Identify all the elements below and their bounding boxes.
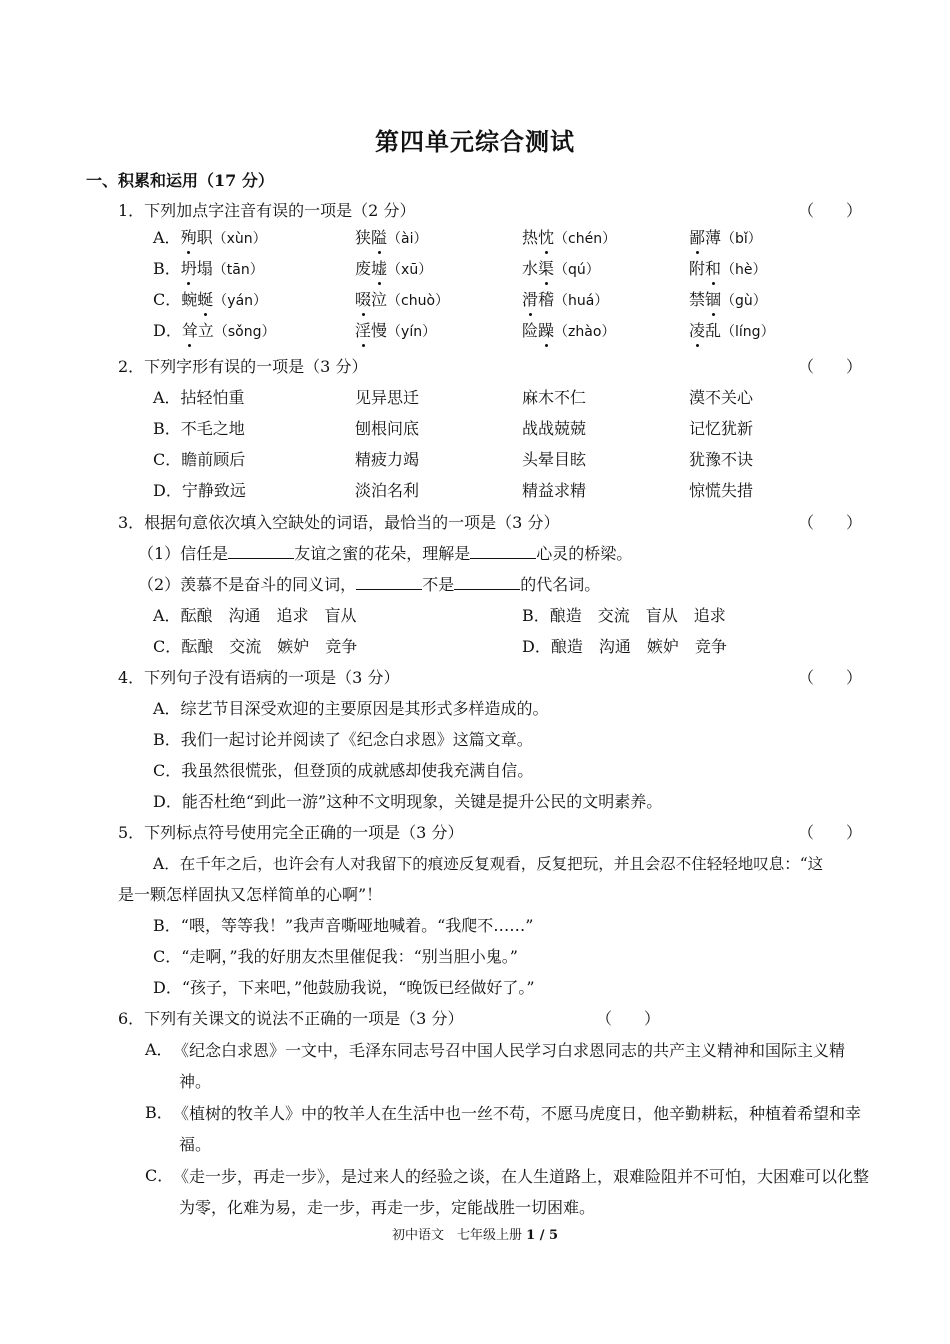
option-word: 啜泣 <box>355 290 388 309</box>
option-label: C． <box>153 290 182 309</box>
blank-line <box>228 543 294 559</box>
option-word: 水渠 <box>522 259 555 278</box>
question-1-option-item <box>153 320 276 343</box>
question-2-option-item: C．瞻前顾后 <box>153 450 246 469</box>
question-1-option-item <box>522 258 600 281</box>
question-5-stem: 5．下列标点符号使用完全正确的一项是（3 分） <box>118 823 464 842</box>
question-1-option-item <box>153 227 267 250</box>
dotted-character: 凌 <box>689 321 706 340</box>
dotted-character: 耸 <box>181 321 198 340</box>
option-label: B． <box>153 259 181 278</box>
answer-paren: （ ） <box>798 823 863 842</box>
question-5-option-a-line-2: 是一颗怎样固执又怎样简单的心啊”！ <box>118 885 383 904</box>
dotted-character: 隘 <box>371 228 388 247</box>
pinyin: （huá） <box>554 293 609 309</box>
pinyin: （chuò） <box>387 293 450 309</box>
dotted-character: 滑 <box>522 290 539 309</box>
question-2-option-item: 战战兢兢 <box>522 419 587 438</box>
answer-paren: （ ） <box>798 201 863 220</box>
question-2-option-item: 精益求精 <box>522 481 587 500</box>
question-3-option-b: B．酿造 交流 盲从 追求 <box>522 606 726 625</box>
question-6-option-b-text: 《植树的牧羊人》中的牧羊人在生活中也一丝不苟，不愿马虎度日，他辛勤耕耘，种植着希望和幸福。 <box>173 1104 862 1154</box>
dotted-character: 淫 <box>355 321 372 340</box>
pinyin: （yín） <box>387 324 437 340</box>
dotted-character: 蜒 <box>197 290 214 309</box>
question-3-stem: 3．根据句意依次填入空缺处的词语，最恰当的一项是（3 分） <box>118 513 560 532</box>
sentence-text: 的代名词。 <box>520 575 601 594</box>
option-word: 淫慢 <box>355 321 388 340</box>
question-2-option-item: A．拈轻怕重 <box>153 388 245 407</box>
question-2-option-item: 刨根问底 <box>355 419 420 438</box>
dotted-character: 坍 <box>180 259 197 278</box>
pinyin: （ài） <box>387 231 428 247</box>
page-footer <box>0 1224 950 1243</box>
question-1-option-item <box>689 289 767 312</box>
question-6-stem: 6．下列有关课文的说法不正确的一项是（3 分） <box>118 1009 464 1028</box>
question-3-sentence-2 <box>138 574 600 596</box>
dotted-character: 啜 <box>355 290 372 309</box>
dotted-character: 忱 <box>538 228 555 247</box>
pinyin: （zhào） <box>554 324 616 340</box>
question-3-option-d: D．酿造 沟通 嫉妒 竞争 <box>522 637 727 656</box>
option-word: 坍塌 <box>180 259 213 278</box>
pinyin: （bǐ） <box>721 231 762 247</box>
pinyin: （yán） <box>213 293 268 309</box>
question-2-stem: 2．下列字形有误的一项是（3 分） <box>118 357 368 376</box>
question-4-stem: 4．下列句子没有语病的一项是（3 分） <box>118 668 400 687</box>
pinyin: （hè） <box>721 262 767 278</box>
footer-text: 初中语文 七年级上册 <box>391 1228 522 1243</box>
question-4-option-d: D．能否杜绝“到此一游”这种不文明现象，关键是提升公民的文明素养。 <box>153 792 663 811</box>
blank-line <box>470 543 536 559</box>
option-word: 鄙薄 <box>689 228 722 247</box>
dotted-character: 锢 <box>705 290 722 309</box>
pinyin: （gù） <box>721 293 767 309</box>
question-1-stem: 1．下列加点字注音有误的一项是（2 分） <box>118 201 416 220</box>
question-2-option-item: 头晕目眩 <box>522 450 587 469</box>
pinyin: （líng） <box>721 324 775 340</box>
question-2-option-item: 见异思迁 <box>355 388 420 407</box>
question-1-option-item <box>355 227 428 250</box>
question-2-option-item: 淡泊名利 <box>355 481 420 500</box>
sentence-text: 心灵的桥梁。 <box>536 544 633 563</box>
option-word: 禁锢 <box>689 290 722 309</box>
question-1-option-item <box>522 320 615 343</box>
question-3-option-c: C．酝酿 交流 嫉妒 竞争 <box>153 637 358 656</box>
question-1-option-item <box>153 258 264 281</box>
sentence-text: 友谊之蜜的花朵，理解是 <box>294 544 471 563</box>
question-2-option-item: 惊慌失措 <box>689 481 754 500</box>
option-word: 险躁 <box>522 321 555 340</box>
question-6-option-c-text: 《走一步，再走一步》，是过来人的经验之谈，在人生道路上，艰难险阻并不可怕，大困难可以化整为零，化难为易，走一步，再走一步，定能战胜一切困难。 <box>173 1167 870 1217</box>
blank-line <box>356 574 422 590</box>
option-word: 殉职 <box>180 228 213 247</box>
option-word: 附和 <box>689 259 722 278</box>
question-1-option-item <box>355 289 449 312</box>
question-6-option-b-label: B． <box>145 1103 173 1122</box>
question-1-option-item <box>522 227 616 250</box>
option-word: 耸立 <box>181 321 214 340</box>
question-5-option-d: D．“孩子，下来吧，”他鼓励我说，“晚饭已经做好了。” <box>153 978 535 997</box>
dotted-character: 渠 <box>538 259 555 278</box>
pinyin: （chén） <box>554 231 617 247</box>
answer-paren: （ ） <box>798 357 863 376</box>
question-2-option-item: 麻木不仁 <box>522 388 587 407</box>
dotted-character: 鄙 <box>689 228 706 247</box>
sentence-text: （1）信任是 <box>138 544 229 563</box>
question-5-option-c: C．“走啊，”我的好朋友杰里催促我：“别当胆小鬼。” <box>153 947 518 966</box>
page-title: 第四单元综合测试 <box>375 127 575 156</box>
section-heading: 一、积累和运用（17 分） <box>86 171 274 190</box>
option-label: A． <box>153 228 181 247</box>
option-word: 蜿蜒 <box>181 290 214 309</box>
question-2-option-item: 记忆犹新 <box>689 419 754 438</box>
question-1-option-item <box>355 320 436 343</box>
question-2-option-item: 犹豫不诀 <box>689 450 754 469</box>
question-2-option-item: 精疲力竭 <box>355 450 420 469</box>
question-4-option-c: C．我虽然很慌张，但登顶的成就感却使我充满自信。 <box>153 761 534 780</box>
option-word: 废墟 <box>355 259 388 278</box>
question-6-option-a-label: A． <box>145 1040 173 1059</box>
question-6-option-a-text: 《纪念白求恩》一文中，毛泽东同志号召中国人民学习白求恩同志的共产主义精神和国际主义精神。 <box>173 1041 846 1091</box>
question-5-option-a-line-1: A．在千年之后，也许会有人对我留下的痕迹反复观看，反复把玩，并且会忍不住轻轻地叹息：“这 <box>153 855 824 873</box>
blank-line <box>454 574 520 590</box>
question-2-option-item: D．宁静致远 <box>153 481 246 500</box>
question-3-sentence-1 <box>138 543 632 565</box>
option-label: D． <box>153 321 182 340</box>
answer-paren: （ ） <box>596 1009 661 1028</box>
question-1-option-item <box>689 258 767 281</box>
pinyin: （xū） <box>387 262 433 278</box>
question-4-option-b: B．我们一起讨论并阅读了《纪念白求恩》这篇文章。 <box>153 730 533 749</box>
question-1-option-item <box>522 289 608 312</box>
question-5-option-b: B．“喂，等等我！”我声音嘶哑地喊着。“我爬不……” <box>153 916 534 935</box>
dotted-character: 躁 <box>538 321 555 340</box>
option-word: 凌乱 <box>689 321 722 340</box>
question-6-option-c-label: C． <box>145 1166 174 1185</box>
dotted-character: 殉 <box>180 228 197 247</box>
question-1-option-item <box>689 320 775 343</box>
question-4-option-a: A．综艺节目深受欢迎的主要原因是其形式多样造成的。 <box>153 699 549 718</box>
option-word: 狭隘 <box>355 228 388 247</box>
pinyin: （sǒng） <box>213 324 276 340</box>
question-1-option-item <box>355 258 432 281</box>
dotted-character: 墟 <box>371 259 388 278</box>
page-number: 1 / 5 <box>526 1228 559 1243</box>
sentence-text: （2）羡慕不是奋斗的同义词， <box>138 575 357 594</box>
pinyin: （tān） <box>212 262 264 278</box>
question-2-option-item: B．不毛之地 <box>153 419 245 438</box>
pinyin: （qú） <box>554 262 600 278</box>
question-1-option-item <box>153 289 267 312</box>
answer-paren: （ ） <box>798 668 863 687</box>
answer-paren: （ ） <box>798 513 863 532</box>
question-1-option-item <box>689 227 762 250</box>
option-word: 滑稽 <box>522 290 555 309</box>
question-2-option-item: 漠不关心 <box>689 388 754 407</box>
option-word: 热忱 <box>522 228 555 247</box>
sentence-text: 不是 <box>422 575 455 594</box>
dotted-character: 和 <box>705 259 722 278</box>
question-3-option-a: A．酝酿 沟通 追求 盲从 <box>153 606 357 625</box>
pinyin: （xùn） <box>212 231 267 247</box>
